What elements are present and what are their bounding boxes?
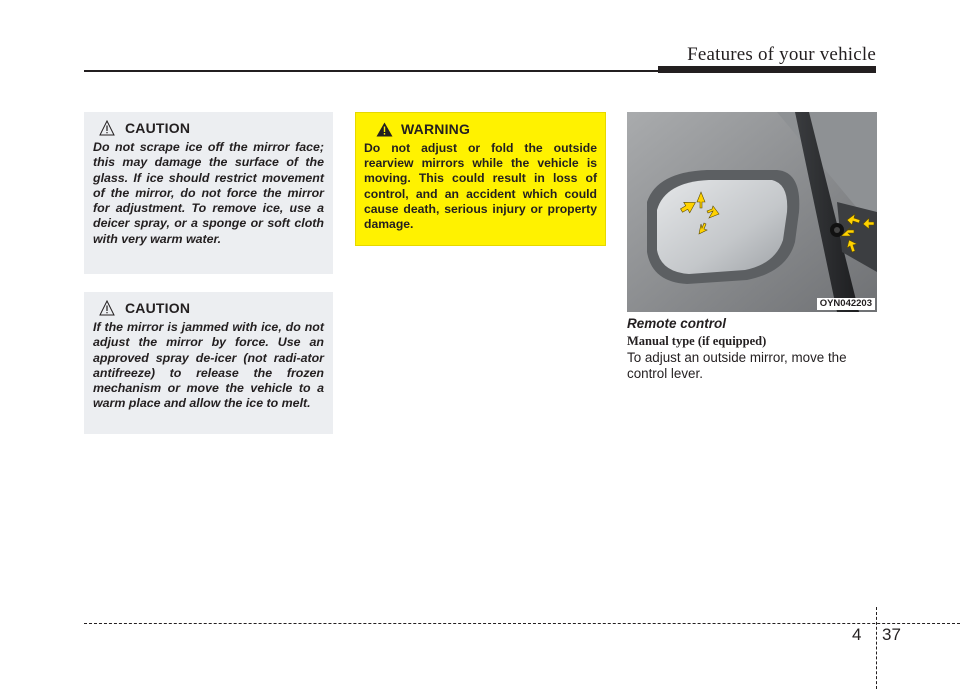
warning-triangle-icon [376, 122, 393, 137]
caution-text: If the mirror is jammed with ice, do not adjust the mirror by force. Use an approved spray de-icer (not radi-ator antifreeze) to release the frozen mechanism or move the vehicle to a warm place and allow the ice to melt. [93, 320, 324, 411]
caution-text: Do not scrape ice off the mirror face; this may damage the surface of the glass. If ice should restrict movement of the mirror, do not force the mirror for adjustment. To remove ice, use a deicer spray, or a sponge or soft cloth with very warm water. [93, 140, 324, 246]
caution-title: CAUTION [125, 300, 191, 316]
caution-box-ice-scraping [84, 112, 333, 274]
header-rule [84, 70, 660, 72]
caution-title: CAUTION [125, 120, 191, 136]
photo-reference-code: OYN042203 [817, 298, 875, 310]
caution-box-jammed-mirror [84, 292, 333, 434]
page-header-title: Features of your vehicle [687, 44, 876, 65]
warning-box [355, 112, 606, 246]
page-number: 37 [882, 625, 901, 644]
caution-header [93, 300, 324, 316]
warning-header [364, 121, 597, 137]
warning-title: WARNING [401, 121, 471, 137]
caution-triangle-icon [99, 120, 115, 136]
footer-rule [84, 623, 960, 624]
section-body-text: To adjust an outside mirror, move the control lever. [627, 350, 847, 381]
footer-divider [876, 607, 877, 689]
warning-text: Do not adjust or fold the outside rearview mirrors while the vehicle is moving. This could result in loss of control, and an accident which could cause death, serious injury or property damage. [364, 141, 597, 232]
chapter-number: 4 [852, 625, 862, 644]
mirror-illustration [627, 112, 877, 312]
mirror-control-photo [627, 112, 877, 312]
caution-header [93, 120, 324, 136]
section-subheading: Manual type (if equipped) [627, 334, 767, 348]
caution-triangle-icon [99, 300, 115, 316]
header-rule-accent [658, 66, 876, 73]
section-heading: Remote control [627, 316, 727, 331]
